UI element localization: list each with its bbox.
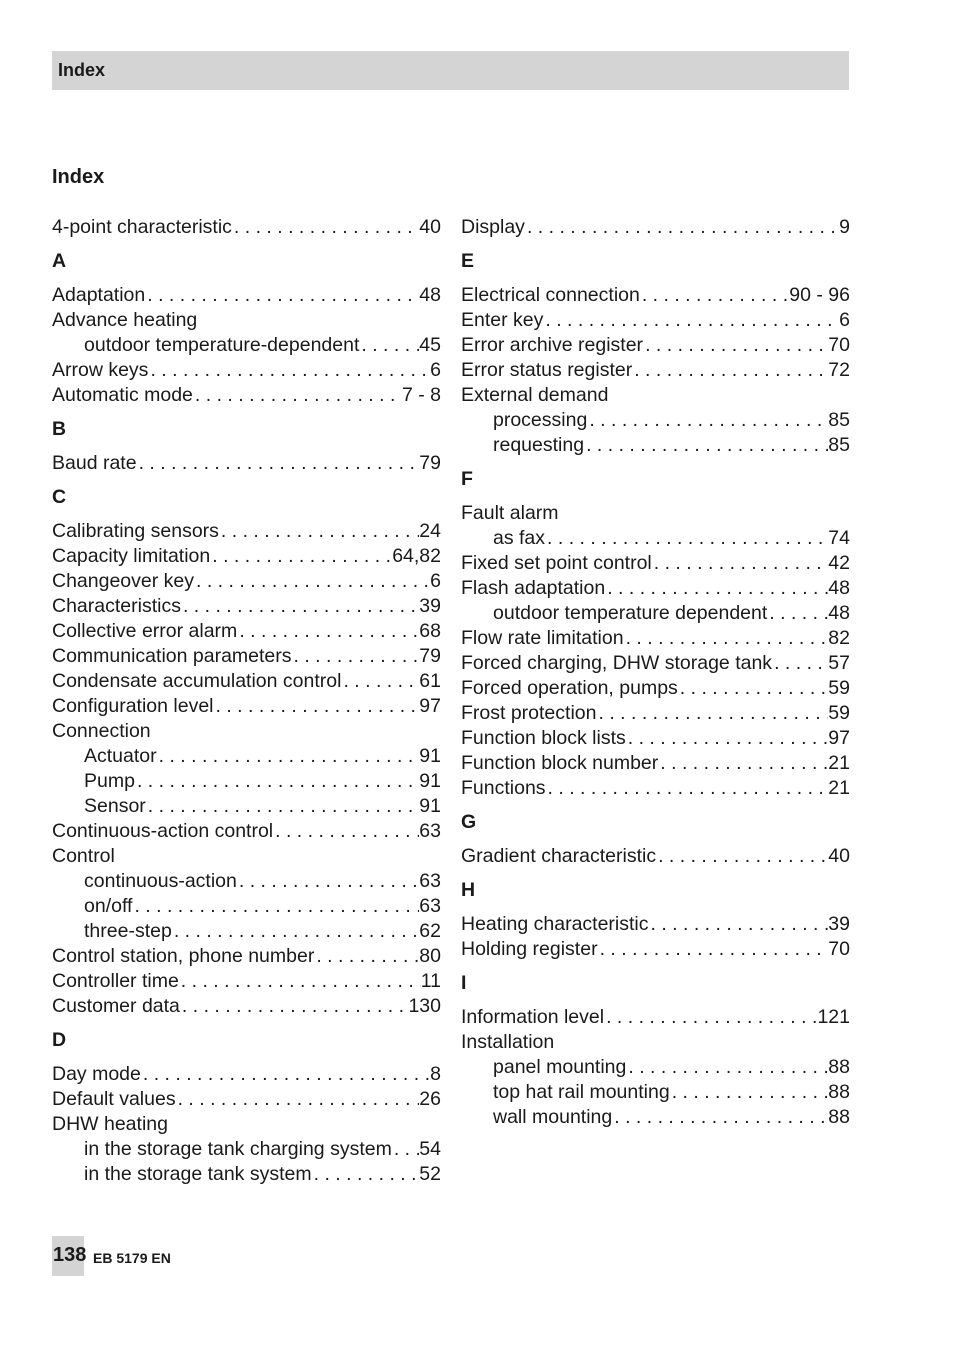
- entry-page-ref: 63: [419, 820, 441, 842]
- dot-leader: [359, 333, 419, 358]
- header-bar: [52, 51, 849, 90]
- dot-leader: [210, 544, 392, 569]
- index-letter-heading: H: [461, 879, 476, 901]
- dot-leader: [312, 1162, 420, 1187]
- entry-term: Characteristics: [52, 595, 181, 617]
- entry-term: Adaptation: [52, 284, 146, 306]
- entry-term: Fixed set point control: [461, 552, 652, 574]
- entry-page-ref: 74: [828, 527, 850, 549]
- entry-page-ref: 24: [419, 520, 441, 542]
- entry-term: Forced charging, DHW storage tank: [461, 652, 773, 674]
- index-entry: [461, 551, 850, 576]
- entry-term: outdoor temperature dependent: [493, 602, 768, 624]
- index-subentry: [461, 601, 850, 626]
- dot-leader: [135, 769, 419, 794]
- entry-term: Gradient characteristic: [461, 845, 657, 867]
- dot-leader: [273, 819, 419, 844]
- entry-page-ref: 6: [839, 309, 850, 331]
- index-entry: [461, 751, 850, 776]
- entry-term: wall mounting: [493, 1106, 613, 1128]
- entry-page-ref: 52: [419, 1163, 441, 1185]
- entry-page-ref: 42: [828, 552, 850, 574]
- index-group-heading: Installation: [461, 1031, 555, 1053]
- index-letter-heading: A: [52, 250, 67, 272]
- index-entry: [461, 776, 850, 801]
- entry-term: Function block lists: [461, 727, 626, 749]
- index-entry: [52, 969, 441, 994]
- dot-leader: [232, 215, 419, 240]
- dot-leader: [145, 283, 419, 308]
- entry-page-ref: 59: [828, 677, 850, 699]
- entry-term: Display: [461, 216, 525, 238]
- index-letter-heading: B: [52, 418, 67, 440]
- dot-leader: [767, 601, 828, 626]
- index-entry: [461, 701, 850, 726]
- index-entry: [52, 819, 441, 844]
- dot-leader: [584, 433, 828, 458]
- index-entry: [461, 358, 850, 383]
- index-group-heading: Fault alarm: [461, 502, 559, 524]
- dot-leader: [678, 676, 829, 701]
- entry-term: requesting: [493, 434, 585, 456]
- entry-page-ref: 88: [828, 1081, 850, 1103]
- entry-term: Flow rate limitation: [461, 627, 624, 649]
- entry-page-ref: 40: [828, 845, 850, 867]
- entry-term: Functions: [461, 777, 546, 799]
- index-entry: [461, 937, 850, 962]
- dot-leader: [626, 726, 829, 751]
- entry-page-ref: 90 - 96: [789, 284, 850, 306]
- dot-leader: [157, 744, 420, 769]
- entry-term: Baud rate: [52, 452, 137, 474]
- index-entry: [461, 844, 850, 869]
- index-entry: [52, 1087, 441, 1112]
- dot-leader: [640, 283, 789, 308]
- dot-leader: [525, 215, 839, 240]
- index-entry: [52, 215, 441, 240]
- index-entry: [52, 669, 441, 694]
- index-entry: [461, 912, 850, 937]
- entry-term: Condensate accumulation control: [52, 670, 342, 692]
- index-column-right: [461, 215, 850, 1130]
- dot-leader: [237, 619, 419, 644]
- index-entry: [52, 644, 441, 669]
- entry-page-ref: 91: [419, 770, 441, 792]
- dot-leader: [624, 626, 829, 651]
- entry-page-ref: 40: [419, 216, 441, 238]
- entry-page-ref: 48: [419, 284, 441, 306]
- dot-leader: [587, 408, 828, 433]
- dot-leader: [179, 969, 421, 994]
- entry-page-ref: 64,82: [392, 545, 441, 567]
- entry-term: Actuator: [84, 745, 157, 767]
- entry-term: in the storage tank charging system: [84, 1138, 392, 1160]
- dot-leader: [604, 1005, 817, 1030]
- index-subentry: [461, 433, 850, 458]
- entry-term: on/off: [84, 895, 133, 917]
- entry-page-ref: 79: [419, 645, 441, 667]
- index-subentry: [52, 1162, 441, 1187]
- entry-term: panel mounting: [493, 1056, 627, 1078]
- dot-leader: [652, 551, 829, 576]
- index-group-heading: Control: [52, 845, 115, 867]
- index-group-heading: DHW heating: [52, 1113, 168, 1135]
- entry-term: outdoor temperature-dependent: [84, 334, 360, 356]
- dot-leader: [649, 912, 829, 937]
- index-entry: [52, 619, 441, 644]
- index-subentry: [52, 744, 441, 769]
- dot-leader: [626, 1055, 828, 1080]
- entry-term: Day mode: [52, 1063, 141, 1085]
- index-subentry: [461, 408, 850, 433]
- dot-leader: [214, 694, 420, 719]
- entry-page-ref: 62: [419, 920, 441, 942]
- index-entry: [52, 994, 441, 1019]
- dot-leader: [148, 358, 430, 383]
- index-group-heading: Advance heating: [52, 309, 198, 331]
- index-letter-heading: C: [52, 486, 67, 508]
- entry-term: Continuous-action control: [52, 820, 274, 842]
- index-subentry: [52, 1137, 441, 1162]
- index-entry: [52, 358, 441, 383]
- entry-page-ref: 63: [419, 895, 441, 917]
- index-entry: [52, 283, 441, 308]
- entry-term: Forced operation, pumps: [461, 677, 678, 699]
- dot-leader: [180, 994, 409, 1019]
- index-entry: [461, 651, 850, 676]
- index-subentry: [52, 894, 441, 919]
- entry-page-ref: 45: [419, 334, 441, 356]
- entry-page-ref: 57: [828, 652, 850, 674]
- index-entry: [461, 215, 850, 240]
- entry-page-ref: 91: [419, 745, 441, 767]
- entry-page-ref: 88: [828, 1056, 850, 1078]
- index-entry: [461, 676, 850, 701]
- index-entry: [461, 308, 850, 333]
- entry-page-ref: 7 - 8: [401, 384, 441, 406]
- entry-term: Control station, phone number: [52, 945, 315, 967]
- index-letter-heading: F: [461, 468, 473, 490]
- index-entry: [461, 626, 850, 651]
- dot-leader: [141, 1062, 430, 1087]
- entry-term: Heating characteristic: [461, 913, 649, 935]
- entry-page-ref: 21: [828, 752, 850, 774]
- entry-page-ref: 6: [430, 570, 441, 592]
- entry-page-ref: 26: [419, 1088, 441, 1110]
- entry-page-ref: 6: [430, 359, 441, 381]
- page-number-box: [52, 1236, 87, 1276]
- dot-leader: [772, 651, 828, 676]
- entry-page-ref: 21: [828, 777, 850, 799]
- index-subentry: [461, 1080, 850, 1105]
- entry-term: Pump: [84, 770, 135, 792]
- index-entry: [52, 519, 441, 544]
- entry-page-ref: 48: [828, 577, 850, 599]
- index-entry: [52, 944, 441, 969]
- dot-leader: [341, 669, 419, 694]
- entry-term: Configuration level: [52, 695, 214, 717]
- dot-leader: [237, 869, 419, 894]
- index-column-left: [52, 215, 441, 1187]
- index-subentry: [52, 869, 441, 894]
- entry-term: Holding register: [461, 938, 598, 960]
- entry-page-ref: 80: [419, 945, 441, 967]
- dot-leader: [292, 644, 420, 669]
- page-number: 138: [53, 1244, 87, 1266]
- entry-term: Error status register: [461, 359, 633, 381]
- entry-page-ref: 79: [419, 452, 441, 474]
- index-entry: [52, 1062, 441, 1087]
- entry-page-ref: 72: [828, 359, 850, 381]
- dot-leader: [658, 751, 828, 776]
- entry-term: as fax: [493, 527, 546, 549]
- index-letter-heading: D: [52, 1029, 67, 1051]
- index-entry: [52, 594, 441, 619]
- entry-term: Electrical connection: [461, 284, 640, 306]
- dot-leader: [176, 1087, 420, 1112]
- index-entry: [461, 576, 850, 601]
- header-section-label: Index: [58, 60, 106, 80]
- index-entry: [461, 283, 850, 308]
- index-entry: [52, 451, 441, 476]
- entry-term: Capacity limitation: [52, 545, 211, 567]
- entry-page-ref: 39: [419, 595, 441, 617]
- index-entry: [52, 694, 441, 719]
- index-entry: [52, 383, 441, 408]
- entry-term: three-step: [84, 920, 172, 942]
- entry-term: Function block number: [461, 752, 659, 774]
- entry-page-ref: 91: [419, 795, 441, 817]
- dot-leader: [219, 519, 419, 544]
- dot-leader: [546, 776, 829, 801]
- entry-page-ref: 82: [828, 627, 850, 649]
- index-entry: [461, 1005, 850, 1030]
- dot-leader: [132, 894, 419, 919]
- dot-leader: [543, 308, 839, 333]
- dot-leader: [670, 1080, 829, 1105]
- entry-term: processing: [493, 409, 588, 431]
- index-letter-heading: I: [461, 972, 467, 994]
- dot-leader: [545, 526, 828, 551]
- dot-leader: [596, 701, 828, 726]
- entry-term: continuous-action: [84, 870, 237, 892]
- dot-leader: [643, 333, 828, 358]
- index-entry: [461, 333, 850, 358]
- dot-leader: [137, 451, 420, 476]
- index-group-heading: External demand: [461, 384, 609, 406]
- dot-leader: [314, 944, 419, 969]
- entry-term: Default values: [52, 1088, 176, 1110]
- dot-leader: [632, 358, 828, 383]
- entry-page-ref: 70: [828, 938, 850, 960]
- dot-leader: [598, 937, 829, 962]
- entry-term: Collective error alarm: [52, 620, 238, 642]
- entry-page-ref: 59: [828, 702, 850, 724]
- entry-page-ref: 9: [839, 216, 850, 238]
- dot-leader: [193, 383, 402, 408]
- entry-term: Automatic mode: [52, 384, 193, 406]
- entry-page-ref: 97: [419, 695, 441, 717]
- dot-leader: [146, 794, 420, 819]
- entry-page-ref: 85: [828, 409, 850, 431]
- entry-term: Arrow keys: [52, 359, 149, 381]
- entry-page-ref: 70: [828, 334, 850, 356]
- entry-page-ref: 39: [828, 913, 850, 935]
- index-subentry: [461, 526, 850, 551]
- dot-leader: [656, 844, 828, 869]
- index-subentry: [52, 919, 441, 944]
- index-subentry: [461, 1105, 850, 1130]
- entry-term: Sensor: [84, 795, 146, 817]
- entry-page-ref: 11: [420, 970, 441, 992]
- index-group-heading: Connection: [52, 720, 151, 742]
- entry-term: Controller time: [52, 970, 179, 992]
- entry-page-ref: 48: [828, 602, 850, 624]
- index-entry: [461, 726, 850, 751]
- index-subentry: [52, 333, 441, 358]
- dot-leader: [181, 594, 419, 619]
- dot-leader: [194, 569, 430, 594]
- page-title: Index: [52, 166, 105, 188]
- index-letter-heading: E: [461, 250, 475, 272]
- index-subentry: [52, 794, 441, 819]
- entry-page-ref: 130: [408, 995, 441, 1017]
- index-subentry: [52, 769, 441, 794]
- entry-page-ref: 8: [430, 1063, 441, 1085]
- entry-term: Information level: [461, 1006, 605, 1028]
- index-entry: [52, 544, 441, 569]
- entry-term: 4-point characteristic: [52, 216, 232, 238]
- entry-page-ref: 61: [419, 670, 441, 692]
- entry-page-ref: 121: [817, 1006, 850, 1028]
- entry-page-ref: 63: [419, 870, 441, 892]
- entry-page-ref: 54: [419, 1138, 441, 1160]
- entry-page-ref: 97: [828, 727, 850, 749]
- entry-page-ref: 85: [828, 434, 850, 456]
- entry-term: Enter key: [461, 309, 544, 331]
- entry-page-ref: 68: [419, 620, 441, 642]
- dot-leader: [172, 919, 419, 944]
- dot-leader: [605, 576, 828, 601]
- entry-term: Communication parameters: [52, 645, 292, 667]
- index-entry: [52, 569, 441, 594]
- dot-leader: [392, 1137, 419, 1162]
- entry-term: top hat rail mounting: [493, 1081, 670, 1103]
- entry-page-ref: 88: [828, 1106, 850, 1128]
- document-id: EB 5179 EN: [93, 1250, 171, 1266]
- entry-term: Customer data: [52, 995, 180, 1017]
- index-letter-heading: G: [461, 811, 477, 833]
- entry-term: Error archive register: [461, 334, 644, 356]
- entry-term: Calibrating sensors: [52, 520, 219, 542]
- dot-leader: [612, 1105, 828, 1130]
- entry-term: Frost protection: [461, 702, 597, 724]
- entry-term: Changeover key: [52, 570, 195, 592]
- entry-term: Flash adaptation: [461, 577, 606, 599]
- index-subentry: [461, 1055, 850, 1080]
- entry-term: in the storage tank system: [84, 1163, 312, 1185]
